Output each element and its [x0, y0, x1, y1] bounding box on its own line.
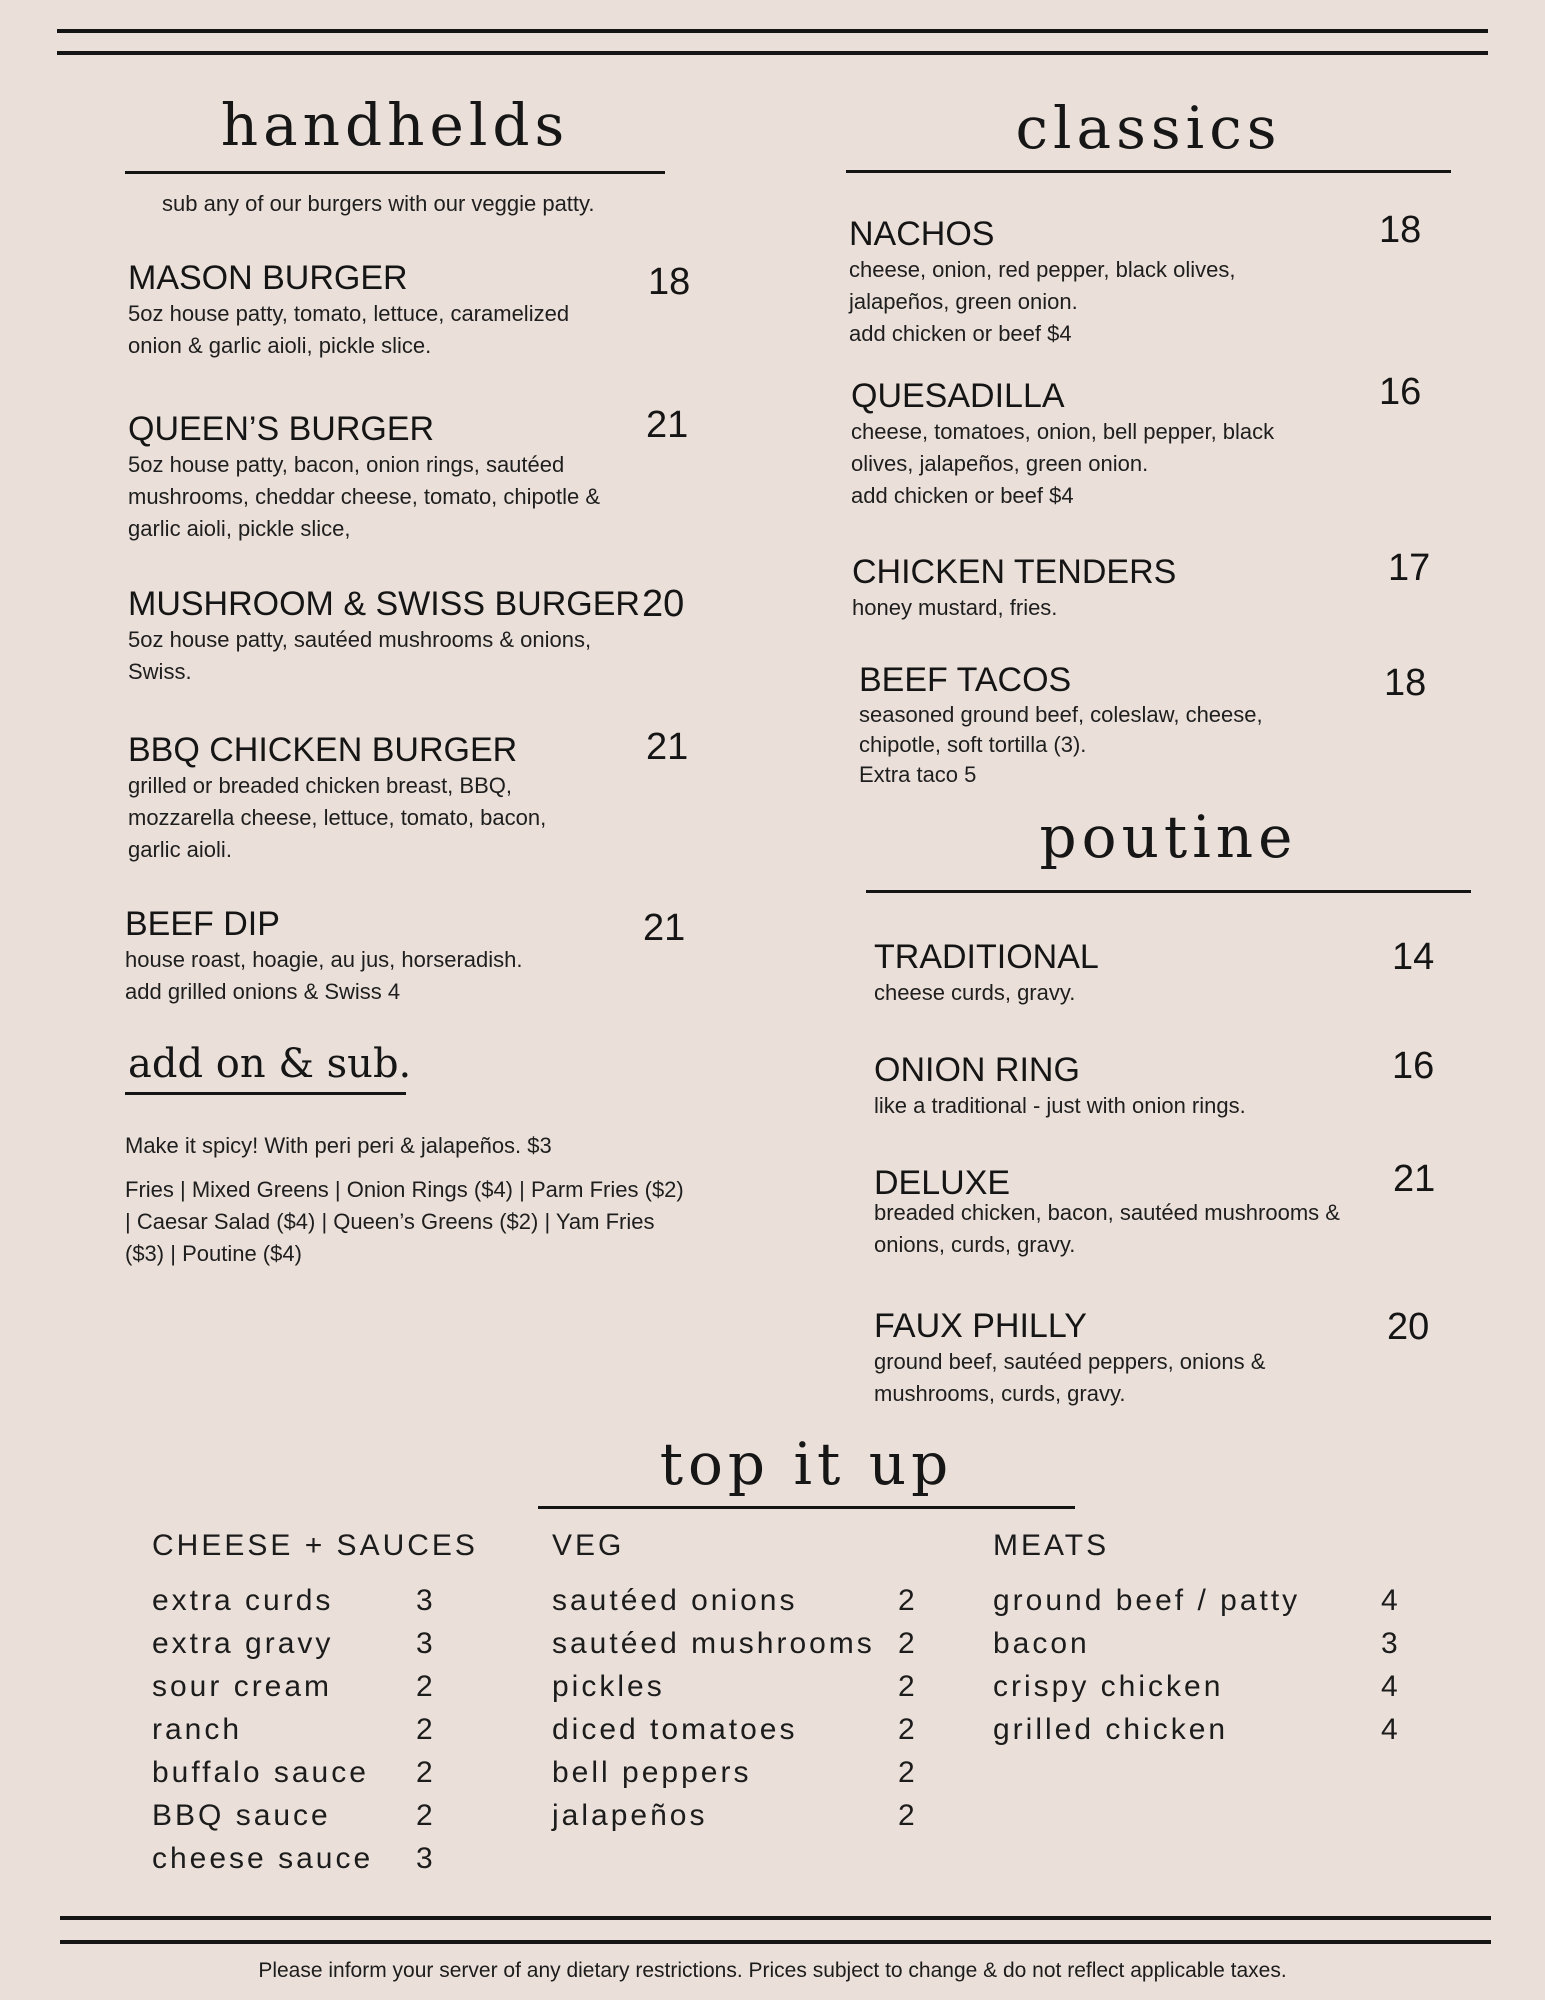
menu-item — [874, 1050, 1344, 1122]
menu-item — [851, 376, 1331, 512]
topping-row — [552, 1622, 932, 1665]
item-description: like a traditional - just with onion rings. — [874, 1093, 1246, 1118]
poutine-title: poutine — [1039, 803, 1298, 871]
topping-name: diced tomatoes — [552, 1713, 798, 1746]
menu-item — [128, 730, 598, 866]
handhelds-subtitle: sub any of our burgers with our veggie patty. — [162, 191, 595, 216]
topping-row — [552, 1794, 932, 1837]
menu-item — [125, 904, 610, 1008]
topping-price: 4 — [1381, 1584, 1401, 1617]
item-extra: add grilled onions & Swiss 4 — [125, 979, 401, 1004]
item-name: MUSHROOM & SWISS BURGER — [128, 585, 640, 623]
topping-row — [552, 1665, 932, 1708]
topping-price: 2 — [416, 1799, 436, 1832]
topping-price: 2 — [416, 1756, 436, 1789]
menu-item — [128, 409, 613, 545]
topping-row — [152, 1751, 442, 1794]
top-rule-2 — [57, 51, 1488, 55]
topping-name: cheese sauce — [152, 1842, 374, 1875]
topping-price: 4 — [1381, 1713, 1401, 1746]
topitup-list-veg — [552, 1579, 932, 1837]
topping-name: BBQ sauce — [152, 1799, 331, 1832]
menu-item — [859, 660, 1329, 790]
menu-item — [128, 258, 613, 362]
addon-title: add on & sub. — [128, 1041, 412, 1087]
item-name: QUEEN’S BURGER — [128, 410, 435, 448]
classics-title: classics — [1015, 94, 1282, 162]
topping-price: 2 — [416, 1713, 436, 1746]
topping-name: sautéed onions — [552, 1584, 798, 1617]
topitup-heading-cheese-sauces: CHEESE + SAUCES — [152, 1529, 478, 1562]
item-description: 5oz house patty, bacon, onion rings, sautéed mushrooms, cheddar cheese, tomato, chipotle & garlic aioli, pickle slice, — [128, 452, 601, 541]
menu-item — [852, 552, 1302, 624]
topping-row — [152, 1837, 442, 1880]
poutine-title-underline — [866, 890, 1471, 893]
item-name: QUESADILLA — [851, 377, 1065, 415]
handhelds-title-underline — [125, 171, 665, 174]
topping-row — [552, 1751, 932, 1794]
topping-price: 4 — [1381, 1670, 1401, 1703]
addon-spicy-note: Make it spicy! With peri peri & jalapeños. $3 — [125, 1133, 552, 1158]
item-description: seasoned ground beef, coleslaw, cheese, chipotle, soft tortilla (3). — [859, 702, 1263, 757]
item-price: 21 — [643, 907, 686, 949]
topping-name: buffalo sauce — [152, 1756, 369, 1789]
item-name: BEEF TACOS — [859, 661, 1072, 699]
topping-price: 3 — [416, 1842, 436, 1875]
top-rule-1 — [57, 29, 1488, 33]
topping-name: extra gravy — [152, 1627, 334, 1660]
item-price: 16 — [1392, 1045, 1435, 1087]
item-name: FAUX PHILLY — [874, 1307, 1087, 1345]
item-price: 18 — [1379, 209, 1422, 251]
item-description: breaded chicken, bacon, sautéed mushrooms & onions, curds, gravy. — [874, 1200, 1340, 1257]
topping-name: extra curds — [152, 1584, 334, 1617]
addon-sides-list: Fries | Mixed Greens | Onion Rings ($4) | Parm Fries ($2) | Caesar Salad ($4) | Queen’s Greens ($2) | Yam Fries ($3) | Poutine ($4) — [125, 1177, 684, 1266]
topping-row — [993, 1665, 1413, 1708]
topping-row — [993, 1708, 1413, 1751]
item-price: 16 — [1379, 371, 1422, 413]
item-price: 17 — [1388, 547, 1431, 589]
item-price: 21 — [646, 404, 689, 446]
topping-name: grilled chicken — [993, 1713, 1229, 1746]
handhelds-title: handhelds — [220, 91, 570, 159]
item-price: 18 — [648, 261, 691, 303]
topping-row — [552, 1579, 932, 1622]
item-extra: add chicken or beef $4 — [851, 483, 1074, 508]
menu-item — [874, 1163, 1354, 1261]
topping-name: jalapeños — [552, 1799, 708, 1832]
item-name: TRADITIONAL — [874, 938, 1099, 976]
topping-row — [152, 1708, 442, 1751]
menu-item — [874, 937, 1324, 1009]
item-description: ground beef, sautéed peppers, onions & mushrooms, curds, gravy. — [874, 1349, 1266, 1406]
topping-name: sautéed mushrooms — [552, 1627, 875, 1660]
topping-price: 2 — [898, 1713, 918, 1746]
item-description: house roast, hoagie, au jus, horseradish. — [125, 947, 523, 972]
footer-note: Please inform your server of any dietary restrictions. Prices subject to change & do not reflect applicable taxes. — [258, 1959, 1287, 1982]
topitup-list-meats — [993, 1579, 1413, 1751]
topping-price: 3 — [416, 1627, 436, 1660]
item-price: 18 — [1384, 662, 1427, 704]
topping-row — [152, 1622, 442, 1665]
item-extra: add chicken or beef $4 — [849, 321, 1072, 346]
item-description: grilled or breaded chicken breast, BBQ, mozzarella cheese, lettuce, tomato, bacon, garlic aioli. — [128, 773, 547, 862]
addon-title-underline — [125, 1092, 406, 1095]
topping-name: crispy chicken — [993, 1670, 1224, 1703]
item-description: 5oz house patty, sautéed mushrooms & onions, Swiss. — [128, 627, 592, 684]
topping-name: bacon — [993, 1627, 1090, 1660]
topping-row — [152, 1665, 442, 1708]
item-description: honey mustard, fries. — [852, 595, 1058, 620]
item-name: ONION RING — [874, 1051, 1080, 1089]
topping-price: 3 — [416, 1584, 436, 1617]
menu-item — [128, 584, 640, 688]
topitup-title-underline — [538, 1506, 1075, 1509]
item-name: DELUXE — [874, 1164, 1011, 1202]
topping-price: 2 — [898, 1799, 918, 1832]
item-description: cheese, onion, red pepper, black olives, jalapeños, green onion. — [849, 257, 1236, 314]
topping-row — [993, 1622, 1413, 1665]
topping-price: 3 — [1381, 1627, 1401, 1660]
topping-row — [993, 1579, 1413, 1622]
bottom-rule-2 — [60, 1940, 1491, 1944]
topping-row — [552, 1708, 932, 1751]
topping-price: 2 — [898, 1670, 918, 1703]
topitup-heading-veg: VEG — [552, 1529, 625, 1562]
item-name: MASON BURGER — [128, 259, 408, 297]
topping-name: ground beef / patty — [993, 1584, 1301, 1617]
classics-title-underline — [846, 170, 1451, 173]
topping-row — [152, 1794, 442, 1837]
item-description: cheese curds, gravy. — [874, 980, 1076, 1005]
item-price: 20 — [642, 583, 685, 625]
topping-price: 2 — [416, 1670, 436, 1703]
topping-price: 2 — [898, 1756, 918, 1789]
topping-name: pickles — [552, 1670, 665, 1703]
menu-item — [874, 1306, 1324, 1410]
topping-name: ranch — [152, 1713, 243, 1746]
item-price: 20 — [1387, 1306, 1430, 1348]
item-price: 21 — [646, 726, 689, 768]
item-name: BEEF DIP — [125, 905, 280, 943]
bottom-rule-1 — [60, 1916, 1491, 1920]
topping-row — [152, 1579, 442, 1622]
menu-item — [849, 214, 1299, 350]
topitup-title: top it up — [659, 1430, 954, 1498]
item-extra: Extra taco 5 — [859, 762, 977, 787]
topping-price: 2 — [898, 1627, 918, 1660]
topitup-list-cheese-sauces — [152, 1579, 442, 1880]
item-description: 5oz house patty, tomato, lettuce, caramelized onion & garlic aioli, pickle slice. — [128, 301, 570, 358]
item-price: 14 — [1392, 936, 1435, 978]
item-price: 21 — [1393, 1158, 1436, 1200]
topping-name: sour cream — [152, 1670, 333, 1703]
item-description: cheese, tomatoes, onion, bell pepper, black olives, jalapeños, green onion. — [851, 419, 1275, 476]
topitup-heading-meats: MEATS — [993, 1529, 1110, 1562]
item-name: CHICKEN TENDERS — [852, 553, 1177, 591]
item-name: NACHOS — [849, 215, 995, 253]
topping-name: bell peppers — [552, 1756, 752, 1789]
item-name: BBQ CHICKEN BURGER — [128, 731, 518, 769]
topping-price: 2 — [898, 1584, 918, 1617]
